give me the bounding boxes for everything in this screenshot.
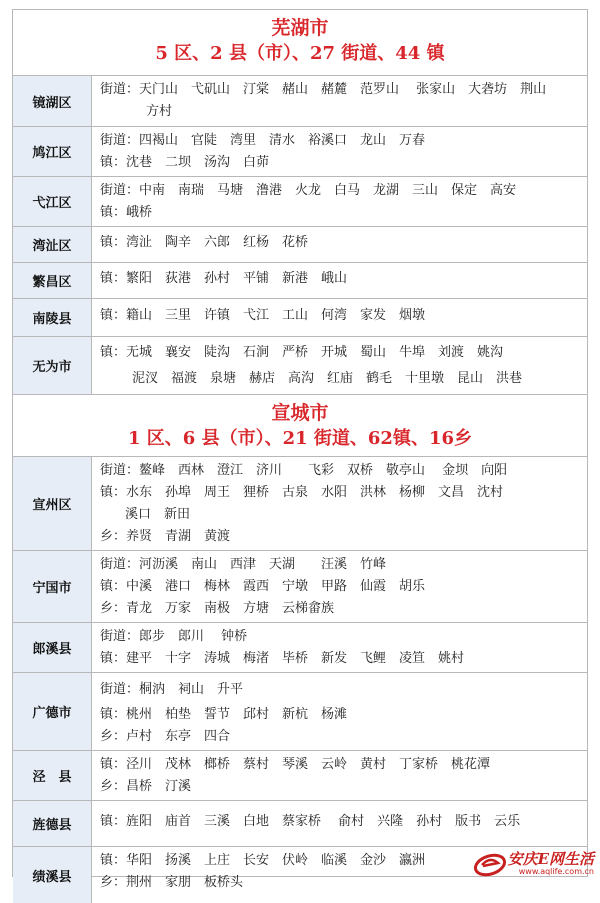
detail-line: 街道：中南 南瑞 马塘 澛港 火龙 白马 龙湖 三山 保定 高安 [100, 183, 517, 198]
region-name: 绩溪县 [13, 847, 92, 903]
city-summary: 5 区、2 县（市）、27 街道、44 镇 [155, 43, 445, 64]
table-row [13, 227, 587, 263]
detail-line: 镇：湾沚 陶辛 六郎 红杨 花桥 [100, 235, 309, 250]
table-row [13, 299, 587, 337]
region-detail [92, 127, 587, 176]
detail-line-continued: 溪口 新田 [125, 507, 191, 522]
region-name: 广德市 [13, 673, 92, 750]
table-row [13, 263, 587, 299]
table-row [13, 751, 587, 801]
admin-divisions-table [12, 9, 588, 890]
region-name: 宣州区 [13, 457, 92, 550]
section-header-wuhu [13, 10, 587, 76]
region-detail [92, 337, 587, 394]
table-row [13, 623, 587, 673]
region-name: 鸠江区 [13, 127, 92, 176]
region-name: 繁昌区 [13, 263, 92, 298]
region-detail [92, 457, 587, 550]
region-detail [92, 263, 587, 298]
region-detail [92, 673, 587, 750]
region-detail [92, 551, 587, 622]
detail-line-continued: 泥汊 福渡 泉塘 赫店 高沟 红庙 鹤毛 十里墩 昆山 洪巷 [132, 371, 523, 386]
region-name: 弋江区 [13, 177, 92, 226]
table-row [13, 177, 587, 227]
detail-line: 镇：桃州 柏垫 誓节 邱村 新杭 杨滩 [100, 707, 348, 722]
table-row [13, 551, 587, 623]
detail-line: 镇：泾川 茂林 榔桥 蔡村 琴溪 云岭 黄村 丁家桥 桃花潭 [100, 757, 491, 772]
detail-line: 乡：荆州 家朋 板桥头 [100, 875, 244, 890]
detail-line: 街道：鳌峰 西林 澄江 济川 飞彩 双桥 敬亭山 金坝 向阳 [100, 463, 508, 478]
table-row [13, 127, 587, 177]
detail-line: 镇：水东 孙埠 周王 狸桥 古泉 水阳 洪林 杨柳 文昌 沈村 [100, 485, 504, 500]
detail-line: 镇：繁阳 荻港 孙村 平铺 新港 峨山 [100, 271, 348, 286]
detail-line: 镇：华阳 扬溪 上庄 长安 伏岭 临溪 金沙 瀛洲 [100, 853, 426, 868]
detail-line: 镇：中溪 港口 梅林 霞西 宁墩 甲路 仙霞 胡乐 [100, 579, 426, 594]
detail-line: 乡：昌桥 汀溪 [100, 779, 192, 794]
region-detail [92, 299, 587, 336]
detail-line: 乡：卢村 东亭 四合 [100, 729, 231, 744]
table-row [13, 457, 587, 551]
city-title: 芜湖市 [271, 17, 329, 39]
region-detail [92, 227, 587, 262]
detail-line: 乡：青龙 万家 南极 方塘 云梯畲族 [100, 601, 335, 616]
table-row [13, 337, 587, 395]
region-detail [92, 801, 587, 846]
region-name: 湾沚区 [13, 227, 92, 262]
detail-line: 镇：沈巷 二坝 汤沟 白茆 [100, 155, 270, 170]
table-row [13, 801, 587, 847]
detail-line-continued: 方村 [146, 104, 173, 119]
section-header-xuancheng [13, 395, 587, 457]
detail-line: 乡：养贤 青湖 黄渡 [100, 529, 231, 544]
region-name: 无为市 [13, 337, 92, 394]
detail-line: 街道：四褐山 官陡 湾里 清水 裕溪口 龙山 万春 [100, 133, 426, 148]
region-detail [92, 177, 587, 226]
city-title: 宣城市 [271, 402, 329, 424]
e-swirl-logo-icon [472, 850, 508, 878]
region-name: 泾 县 [13, 751, 92, 800]
region-name: 南陵县 [13, 299, 92, 336]
detail-line: 街道：河沥溪 南山 西津 天湖 汪溪 竹峰 [100, 557, 387, 572]
table-row [13, 673, 587, 751]
detail-line: 街道：桐汭 祠山 升平 [100, 682, 244, 697]
watermark-text: 安庆E网生活 [507, 850, 594, 868]
detail-line: 镇：峨桥 [100, 205, 153, 220]
detail-line: 镇：无城 襄安 陡沟 石涧 严桥 开城 蜀山 牛埠 刘渡 姚沟 [100, 345, 504, 360]
region-detail [92, 76, 587, 126]
detail-line: 镇：建平 十字 涛城 梅渚 毕桥 新发 飞鲤 凌笪 姚村 [100, 651, 465, 666]
table-row [13, 76, 587, 127]
region-name: 郎溪县 [13, 623, 92, 672]
region-name: 镜湖区 [13, 76, 92, 126]
watermark [472, 850, 594, 878]
region-detail [92, 623, 587, 672]
detail-line: 镇：籍山 三里 许镇 弋江 工山 何湾 家发 烟墩 [100, 308, 426, 323]
region-name: 旌德县 [13, 801, 92, 846]
region-name: 宁国市 [13, 551, 92, 622]
region-detail [92, 751, 587, 800]
detail-line: 街道：郎步 郎川 钟桥 [100, 629, 248, 644]
detail-line: 镇：旌阳 庙首 三溪 白地 蔡家桥 俞村 兴隆 孙村 版书 云乐 [100, 814, 521, 829]
detail-line: 街道：天门山 弋矶山 汀棠 赭山 赭麓 范罗山 张家山 大砻坊 荆山 [100, 82, 547, 97]
city-summary: 1 区、6 县（市）、21 街道、62镇、16乡 [128, 428, 472, 449]
watermark-url: www.aqlife.com.cn [518, 867, 594, 876]
